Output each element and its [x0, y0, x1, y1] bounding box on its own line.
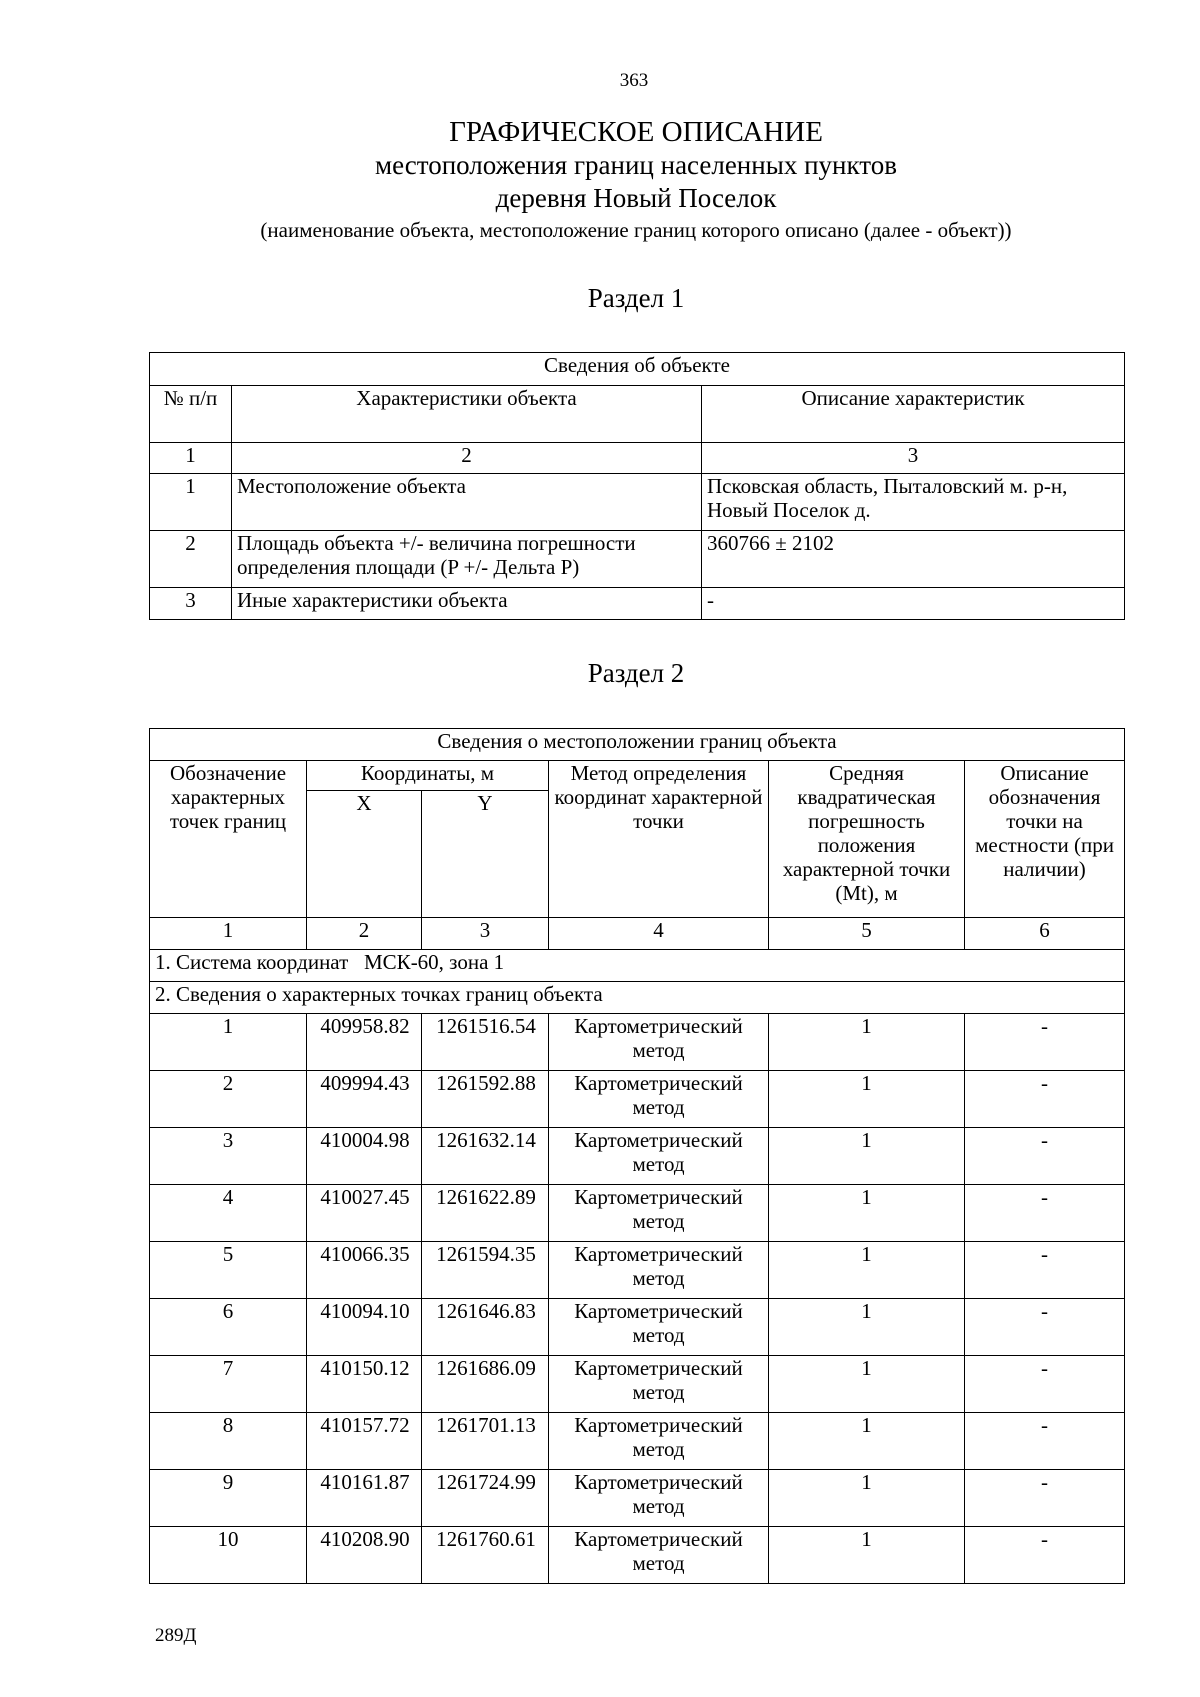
- point-mt: 1: [769, 1470, 965, 1527]
- point-y: 1261632.14: [422, 1128, 549, 1185]
- header-method: Метод определения координат характерной точки: [549, 761, 769, 918]
- point-method: Картометрический метод: [549, 1185, 769, 1242]
- point-method: Картометрический метод: [549, 1014, 769, 1071]
- footer-code: 289Д: [155, 1625, 197, 1646]
- header-x: X: [307, 791, 422, 918]
- point-method: Картометрический метод: [549, 1299, 769, 1356]
- title-line-2: местоположения границ населенных пунктов: [375, 150, 897, 180]
- point-description: -: [965, 1413, 1125, 1470]
- point-method: Картометрический метод: [549, 1470, 769, 1527]
- table-caption: Сведения о местоположении границ объекта: [150, 729, 1125, 761]
- point-description: -: [965, 1527, 1125, 1584]
- table-row: [150, 1413, 1125, 1470]
- col-number: 5: [769, 918, 965, 950]
- point-description: -: [965, 1356, 1125, 1413]
- section-2-title: Раздел 2: [587, 658, 685, 688]
- point-number: 5: [150, 1242, 307, 1299]
- point-y: 1261760.61: [422, 1527, 549, 1584]
- row-name: Иные характеристики объекта: [232, 588, 702, 620]
- point-mt: 1: [769, 1014, 965, 1071]
- point-x: 410150.12: [307, 1356, 422, 1413]
- row-number: 1: [150, 474, 232, 531]
- point-number: 10: [150, 1527, 307, 1584]
- header-point: Обозначение характерных точек границ: [150, 761, 307, 918]
- header-coords: Координаты, м: [307, 761, 549, 791]
- point-method: Картометрический метод: [549, 1356, 769, 1413]
- point-method: Картометрический метод: [549, 1128, 769, 1185]
- page-number: 363: [619, 70, 649, 91]
- point-description: -: [965, 1071, 1125, 1128]
- table-row: [150, 531, 1125, 588]
- object-info-table: [149, 352, 1125, 620]
- table-row: [150, 1071, 1125, 1128]
- point-method: Картометрический метод: [549, 1527, 769, 1584]
- col-number: 3: [422, 918, 549, 950]
- point-y: 1261516.54: [422, 1014, 549, 1071]
- header-y: Y: [422, 791, 549, 918]
- point-method: Картометрический метод: [549, 1413, 769, 1470]
- point-number: 7: [150, 1356, 307, 1413]
- point-x: 410027.45: [307, 1185, 422, 1242]
- row-number: 2: [150, 531, 232, 588]
- point-mt: 1: [769, 1185, 965, 1242]
- point-x: 410066.35: [307, 1242, 422, 1299]
- point-mt: 1: [769, 1356, 965, 1413]
- point-x: 409958.82: [307, 1014, 422, 1071]
- point-method: Картометрический метод: [549, 1071, 769, 1128]
- col-number: 2: [232, 443, 702, 474]
- table-caption: Сведения об объекте: [150, 353, 1125, 386]
- row-name: Площадь объекта +/- величина погрешности определения площади (P +/- Дельта P): [232, 531, 702, 588]
- point-description: -: [965, 1014, 1125, 1071]
- point-y: 1261701.13: [422, 1413, 549, 1470]
- point-y: 1261622.89: [422, 1185, 549, 1242]
- title-line-3: деревня Новый Поселок: [495, 183, 777, 213]
- boundary-points-table: [149, 728, 1125, 1584]
- table-row: [150, 1185, 1125, 1242]
- point-x: 410161.87: [307, 1470, 422, 1527]
- col-number: 4: [549, 918, 769, 950]
- point-x: 410004.98: [307, 1128, 422, 1185]
- point-description: -: [965, 1242, 1125, 1299]
- point-y: 1261592.88: [422, 1071, 549, 1128]
- table-row: [150, 1527, 1125, 1584]
- point-description: -: [965, 1185, 1125, 1242]
- table-row: [150, 1128, 1125, 1185]
- point-y: 1261724.99: [422, 1470, 549, 1527]
- col-number: 1: [150, 443, 232, 474]
- row-number: 3: [150, 588, 232, 620]
- point-number: 9: [150, 1470, 307, 1527]
- point-mt: 1: [769, 1299, 965, 1356]
- row-name: Местоположение объекта: [232, 474, 702, 531]
- point-mt: 1: [769, 1413, 965, 1470]
- point-x: 410094.10: [307, 1299, 422, 1356]
- row-value: Псковская область, Пыталовский м. р-н, Новый Поселок д.: [702, 474, 1125, 531]
- title-line-1: ГРАФИЧЕСКОЕ ОПИСАНИЕ: [449, 116, 823, 148]
- point-number: 6: [150, 1299, 307, 1356]
- header-error: Средняя квадратическая погрешность положения характерной точки (Mt), м: [769, 761, 965, 918]
- point-x: 410208.90: [307, 1527, 422, 1584]
- point-description: -: [965, 1128, 1125, 1185]
- document-title: [0, 115, 1200, 244]
- header-characteristic: Характеристики объекта: [232, 386, 702, 443]
- point-number: 1: [150, 1014, 307, 1071]
- table-row: [150, 588, 1125, 620]
- title-line-4: (наименование объекта, местоположение границ которого описано (далее - объект)): [260, 218, 1012, 242]
- table-row: [150, 1470, 1125, 1527]
- point-number: 2: [150, 1071, 307, 1128]
- header-number: № п/п: [150, 386, 232, 443]
- col-number: 3: [702, 443, 1125, 474]
- col-number: 6: [965, 918, 1125, 950]
- point-y: 1261646.83: [422, 1299, 549, 1356]
- point-x: 410157.72: [307, 1413, 422, 1470]
- point-description: -: [965, 1470, 1125, 1527]
- table-row: [150, 1242, 1125, 1299]
- table-row: [150, 1299, 1125, 1356]
- point-x: 409994.43: [307, 1071, 422, 1128]
- col-number: 1: [150, 918, 307, 950]
- section-1-title: Раздел 1: [587, 283, 685, 313]
- row-value: 360766 ± 2102: [702, 531, 1125, 588]
- point-mt: 1: [769, 1071, 965, 1128]
- row-value: -: [702, 588, 1125, 620]
- table-row: [150, 474, 1125, 531]
- header-description: Описание характеристик: [702, 386, 1125, 443]
- point-y: 1261594.35: [422, 1242, 549, 1299]
- col-number: 2: [307, 918, 422, 950]
- point-number: 4: [150, 1185, 307, 1242]
- table-row: [150, 1356, 1125, 1413]
- point-method: Картометрический метод: [549, 1242, 769, 1299]
- point-mt: 1: [769, 1128, 965, 1185]
- point-y: 1261686.09: [422, 1356, 549, 1413]
- point-description: -: [965, 1299, 1125, 1356]
- point-mt: 1: [769, 1242, 965, 1299]
- point-number: 8: [150, 1413, 307, 1470]
- header-description: Описание обозначения точки на местности (при наличии): [965, 761, 1125, 918]
- coordinate-system-row: 1. Система координат МСК-60, зона 1: [150, 950, 1125, 982]
- table-row: [150, 1014, 1125, 1071]
- points-section-row: 2. Сведения о характерных точках границ объекта: [150, 982, 1125, 1014]
- point-mt: 1: [769, 1527, 965, 1584]
- point-number: 3: [150, 1128, 307, 1185]
